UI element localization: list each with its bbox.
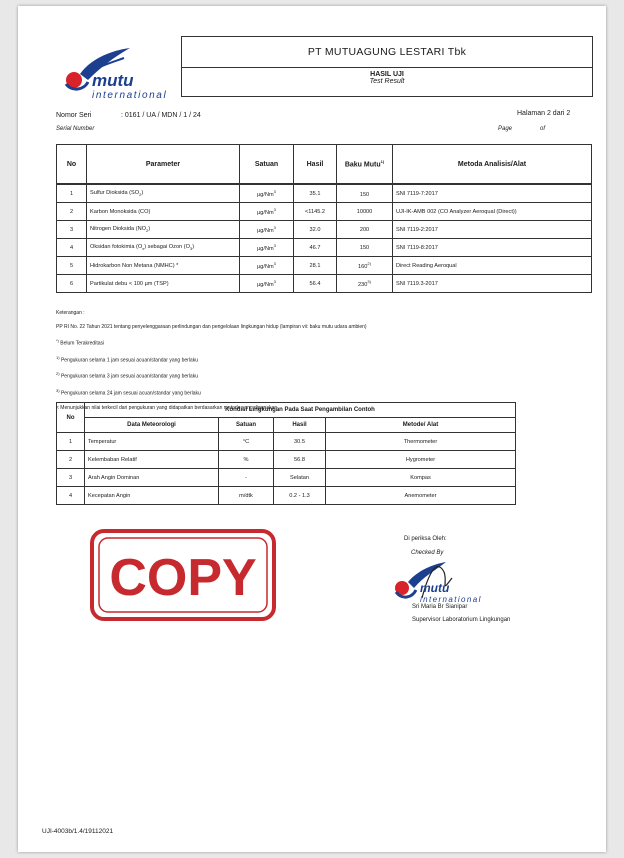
environment-conditions-table: [56, 402, 516, 505]
header-box: [181, 36, 593, 97]
col-header-baku-mutu: Baku Mutu$^{1)}$: [337, 145, 393, 185]
table-row: 1 Temperatur °C 30.5 Thermometer: [57, 433, 516, 451]
note-item: *) Belum Terakreditasi: [56, 338, 105, 347]
document-code: UJI-4003b/1.4/19112021: [42, 828, 114, 835]
company-name: PT MUTUAGUNG LESTARI Tbk: [182, 37, 592, 68]
doc-title: HASIL UJI: [370, 71, 404, 78]
logo-word-mutu: mutu: [420, 581, 450, 595]
table-row: 1 Sulfur Dioksida $(SO_2)$ µg/Nm$^3$ 35.1 150 SNI 7119-7:2017: [57, 184, 592, 203]
note-item: $^{3)}$ Pengukuran selama 24 jam sesuai acuan/standar yang berlaku: [56, 387, 201, 397]
table-row: 5 Hidrokarbon Non Metana (NMHC) * µg/Nm$^3$ 28.1 160$^{2)}$ Direct Reading Aeroqual: [57, 257, 592, 275]
signature-logo: [386, 558, 510, 606]
notes-regulation: PP RI No. 22 Tahun 2021 tentang penyelenggaraan perlindungan dan pengelolaan lingkungan hidup (lampiran vii: baku mutu udara ambien): [56, 324, 367, 330]
col-header-no: No: [57, 403, 85, 433]
signer-title: Supervisor Laboratorium Lingkungan: [412, 617, 511, 623]
table-row: 3 Arah Angin Dominan - Selatan Kompas: [57, 469, 516, 487]
signer-name: Sri Maria Br Sianipar: [412, 604, 468, 610]
col-header-hasil: Hasil: [294, 145, 337, 185]
notes-section: [56, 306, 367, 415]
col-header-no: No: [57, 145, 87, 185]
table-row: 3 Nitrogen Dioksida $(NO_2)$ µg/Nm$^3$ 32.0 200 SNI 7119-2:2017: [57, 221, 592, 239]
doc-title-block: [182, 68, 592, 96]
col-header-metode: Metode/ Alat: [326, 418, 516, 433]
logo-word-international: international: [420, 595, 482, 604]
doc-title-en: Test Result: [369, 78, 405, 85]
col-header-metoda: Metoda Analisis/Alat: [393, 145, 592, 185]
col-header-hasil: Hasil: [274, 418, 326, 433]
copy-stamp: [90, 529, 276, 621]
col-header-data: Data Meteorologi: [85, 418, 219, 433]
table-row: 4 Kecepatan Angin m/dtk 0.2 - 1.3 Anemometer: [57, 487, 516, 505]
checked-by-label-en: Checked By: [411, 550, 444, 556]
table-row: 2 Kelembaban Relatif % 56.8 Hygrometer: [57, 451, 516, 469]
logo-word-mutu: mutu: [92, 71, 134, 90]
document-page: [18, 6, 606, 852]
col-header-satuan: Satuan: [240, 145, 294, 185]
table-row: 6 Partikulat debu < 100 µm (TSP) µg/Nm$^3$ 56.4 230$^{3)}$ SNI 7119.3-2017: [57, 275, 592, 293]
notes-title: Keterangan :: [56, 310, 85, 316]
logo-word-international: international: [92, 90, 168, 101]
table-header-row: [57, 145, 592, 185]
mutu-international-logo: [58, 46, 198, 102]
checked-by-label: Di periksa Oleh:: [404, 536, 447, 542]
table-row: 2 Karbon Monoksida (CO) µg/Nm$^3$ <1145.2 10000 UJI-IK-AMB 002 (CO Analyzer Aeroqual (Direct)): [57, 203, 592, 221]
note-less-than: < Menunjukkan nilai terkecil dari pengukuran yang didapatkan berdasarkan metode yang digunakan: [56, 404, 278, 411]
conditions-title: Kondisi Lingkungan Pada Saat Pengambilan Contoh: [85, 403, 516, 418]
serial-value: : 0161 / UA / MDN / 1 / 24: [121, 112, 201, 119]
stamp-text: COPY: [109, 549, 257, 607]
serial-label: Nomor Seri: [56, 112, 92, 119]
page-label-en: Page: [498, 126, 513, 132]
serial-label-en: Serial Number: [56, 126, 95, 132]
col-header-satuan: Satuan: [219, 418, 274, 433]
col-header-parameter: Parameter: [87, 145, 240, 185]
note-item: $^{1)}$ Pengukuran selama 1 jam sesuai acuan/standar yang berlaku: [56, 354, 198, 364]
note-item: $^{2)}$ Pengukuran selama 3 jam sesuai acuan/standar yang berlaku: [56, 371, 198, 380]
table-row: 4 Oksidan fotokimia $(O_x)$ sebagai Ozon $(O_3)$ µg/Nm$^3$ 46.7 150 SNI 7119-8:2017: [57, 239, 592, 257]
page-number: Halaman 2 dari 2: [517, 110, 571, 117]
of-label-en: of: [540, 126, 546, 132]
test-results-table: [56, 144, 592, 293]
